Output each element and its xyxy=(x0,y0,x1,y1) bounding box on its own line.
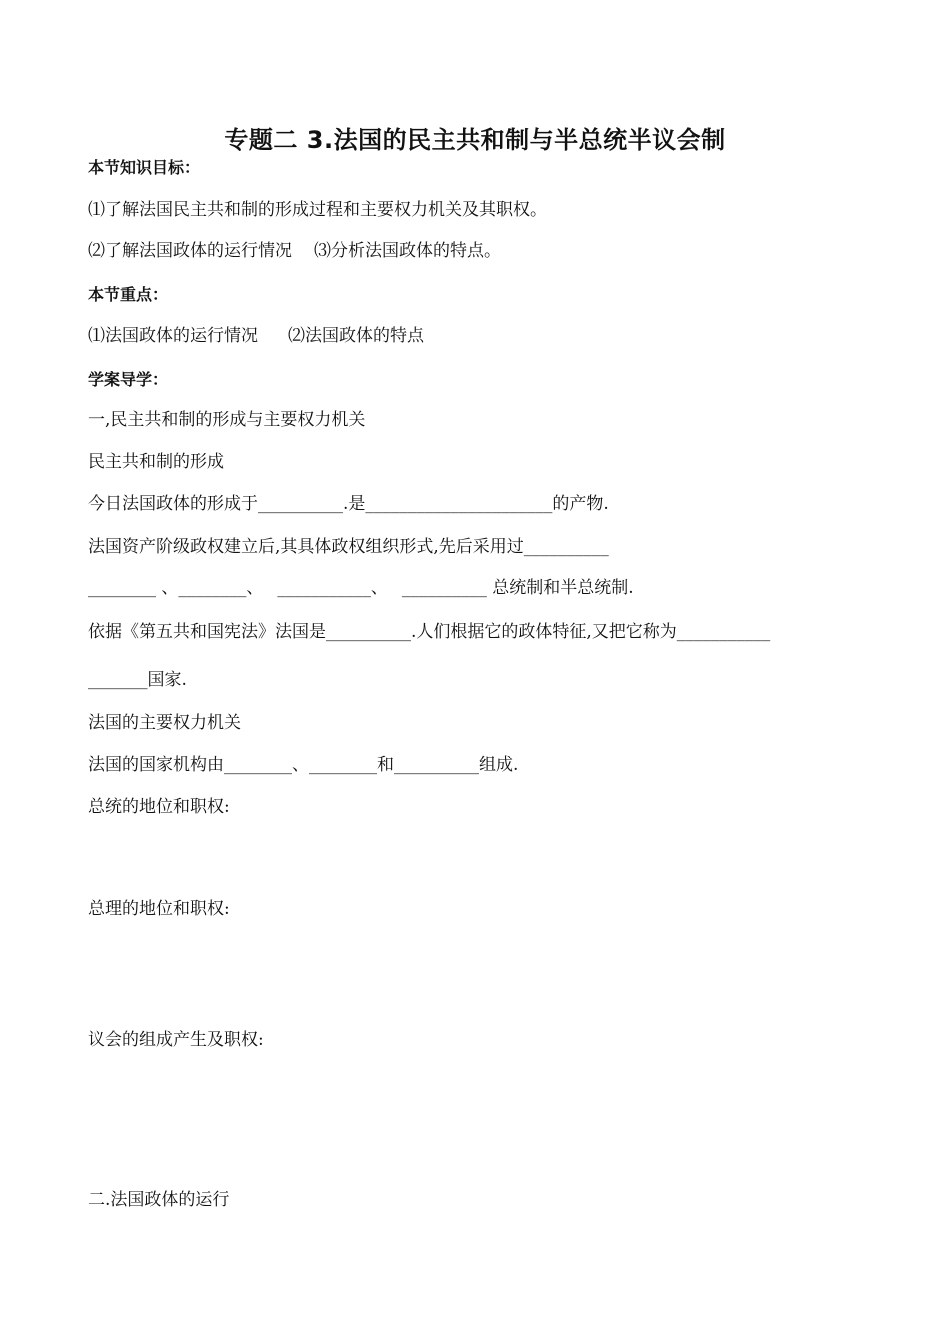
question-3-line-1: 依据《第五共和国宪法》法国是__________.人们根据它的政体特征,又把它称为___________ xyxy=(88,622,771,642)
section-2-title: 二.法国政体的运行 xyxy=(88,1190,230,1210)
question-2-blanks-b: ___________、 xyxy=(277,578,388,598)
section-1-title: 一,民主共和制的形成与主要权力机关 xyxy=(88,410,366,430)
question-4: 法国的国家机构由________、________和__________组成. xyxy=(88,755,519,775)
subsection-formation: 民主共和制的形成 xyxy=(88,452,224,472)
question-2-blanks-a: ________ 、________、 xyxy=(88,578,264,598)
parliament-prompt: 议会的组成产生及职权: xyxy=(88,1030,264,1050)
objective-items-2-3 xyxy=(88,240,501,262)
question-2-blanks-c: __________ 总统制和半总统制. xyxy=(401,578,634,598)
objectives-heading: 本节知识目标： xyxy=(88,158,201,177)
key-points-heading: 本节重点： xyxy=(88,285,169,304)
objective-item-3: ⑶分析法国政体的特点。 xyxy=(314,241,501,261)
question-2-line-2 xyxy=(88,577,634,599)
key-point-item-1: ⑴法国政体的运行情况 xyxy=(88,326,258,346)
question-3-line-2: _______国家. xyxy=(88,670,187,690)
guide-heading: 学案导学： xyxy=(88,370,169,389)
premier-prompt: 总理的地位和职权: xyxy=(88,899,230,919)
president-prompt: 总统的地位和职权: xyxy=(88,797,230,817)
objective-item-1: ⑴了解法国民主共和制的形成过程和主要权力机关及其职权。 xyxy=(88,200,547,220)
key-point-item-2: ⑵法国政体的特点 xyxy=(288,326,424,346)
key-points-items xyxy=(88,325,424,347)
question-1: 今日法国政体的形成于__________.是______________________的产物. xyxy=(88,494,609,514)
page-title: 专题二 3.法国的民主共和制与半总统半议会制 xyxy=(224,126,726,154)
subsection-power-organs: 法国的主要权力机关 xyxy=(88,713,241,733)
question-2-line-1: 法国资产阶级政权建立后,其具体政权组织形式,先后采用过__________ xyxy=(88,537,609,557)
objective-item-2: ⑵了解法国政体的运行情况 xyxy=(88,241,292,261)
